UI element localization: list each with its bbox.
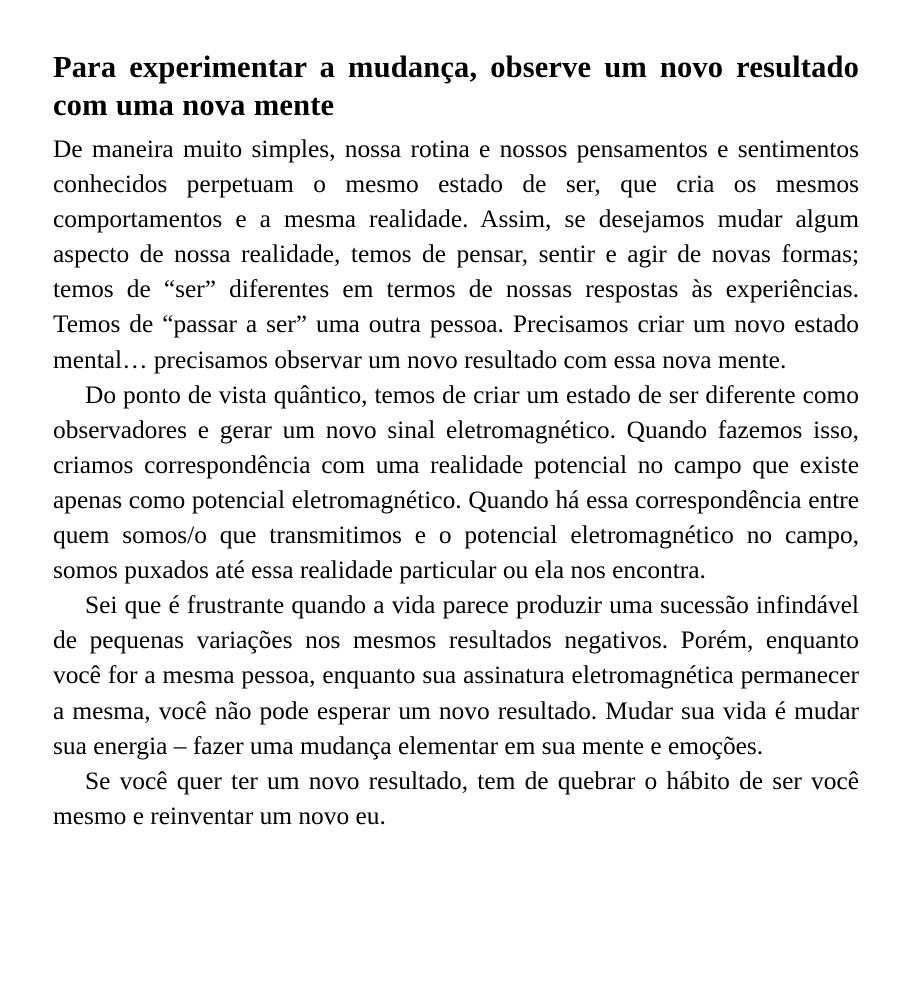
paragraph-2: Do ponto de vista quântico, temos de criar um estado de ser diferente como observadores e gerar um novo sinal eletromagnético. Quando fazemos isso, criamos correspondência com uma realidade potencial no campo que existe apenas como potencial eletromagnético. Quando há essa correspondência entre quem somos/o que transmitimos e o potencial eletromagnético no campo, somos puxados até essa realidade particular ou ela nos encontra. <box>53 380 859 585</box>
page-title: Para experimentar a mudança, observe um novo resultado com uma nova mente <box>53 50 859 122</box>
paragraph-3: Sei que é frustrante quando a vida parece produzir uma sucessão infindável de pequenas variações nos mesmos resultados negativos. Porém, enquanto você for a mesma pessoa, enquanto sua assinatura eletromagnética permanecer a mesma, você não pode esperar um novo resultado. Mudar sua vida é mudar sua energia – fazer uma mudança elementar em sua mente e emoções. <box>53 591 859 760</box>
paragraph-1: De maneira muito simples, nossa rotina e nossos pensamentos e sentimentos conhecidos perpetuam o mesmo estado de ser, que cria os mesmos comportamentos e a mesma realidade. Assim, se desejamos mudar algum aspecto de nossa realidade, temos de pensar, sentir e agir de novas formas; temos de “ser” diferentes em termos de nossas respostas às experiências. Temos de “passar a ser” uma outra pessoa. Precisamos criar um novo estado mental… precisamos observar um novo resultado com essa nova mente. <box>53 135 859 374</box>
paragraph-4: Se você quer ter um novo resultado, tem de quebrar o hábito de ser você mesmo e reinventar um novo eu. <box>53 766 859 830</box>
text-column <box>53 48 859 834</box>
